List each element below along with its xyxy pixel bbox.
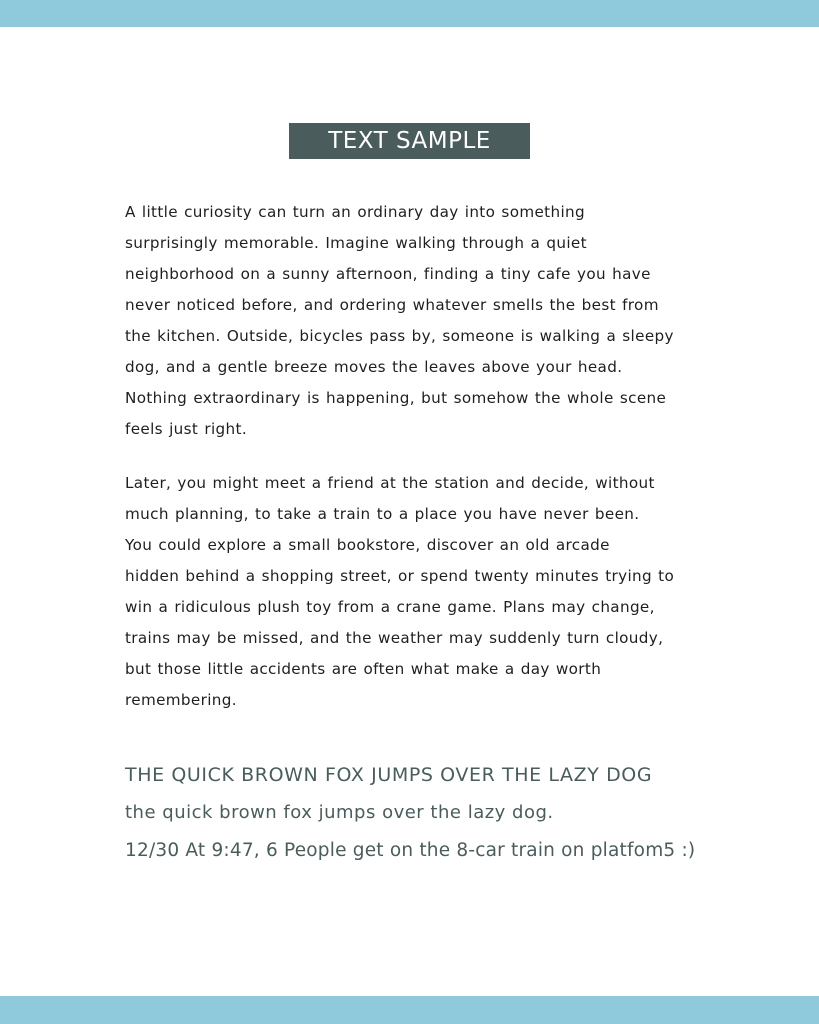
bottom-color-band <box>0 996 819 1024</box>
title-banner <box>289 123 530 159</box>
uppercase-sample: THE QUICK BROWN FOX JUMPS OVER THE LAZY DOG <box>125 764 653 786</box>
paragraph-line: trains may be missed, and the weather may suddenly turn cloudy, <box>125 629 664 647</box>
paragraph-line: Later, you might meet a friend at the station and decide, without <box>125 474 655 492</box>
paragraph-line: but those little accidents are often what make a day worth <box>125 660 602 678</box>
mixed-sample: 12/30 At 9:47, 6 People get on the 8-car train on platfom5 :) <box>125 840 696 861</box>
page-title: TEXT SAMPLE <box>328 128 491 154</box>
lowercase-sample: the quick brown fox jumps over the lazy dog. <box>125 802 554 823</box>
paragraph-line: feels just right. <box>125 420 247 438</box>
paragraph-1 <box>125 197 715 445</box>
paragraph-line: remembering. <box>125 691 237 709</box>
paragraph-line: surprisingly memorable. Imagine walking through a quiet <box>125 234 587 252</box>
paragraph-line: hidden behind a shopping street, or spend twenty minutes trying to <box>125 567 675 585</box>
top-color-band <box>0 0 819 27</box>
paragraph-line: never noticed before, and ordering whatever smells the best from <box>125 296 659 314</box>
paragraph-line: Nothing extraordinary is happening, but somehow the whole scene <box>125 389 667 407</box>
paragraph-line: You could explore a small bookstore, discover an old arcade <box>125 536 610 554</box>
paragraph-line: A little curiosity can turn an ordinary day into something <box>125 203 585 221</box>
paragraph-line: neighborhood on a sunny afternoon, finding a tiny cafe you have <box>125 265 651 283</box>
paragraph-2 <box>125 468 715 716</box>
paragraph-line: win a ridiculous plush toy from a crane game. Plans may change, <box>125 598 655 616</box>
paragraph-line: much planning, to take a train to a place you have never been. <box>125 505 640 523</box>
paragraph-line: dog, and a gentle breeze moves the leaves above your head. <box>125 358 623 376</box>
paragraph-line: the kitchen. Outside, bicycles pass by, someone is walking a sleepy <box>125 327 674 345</box>
